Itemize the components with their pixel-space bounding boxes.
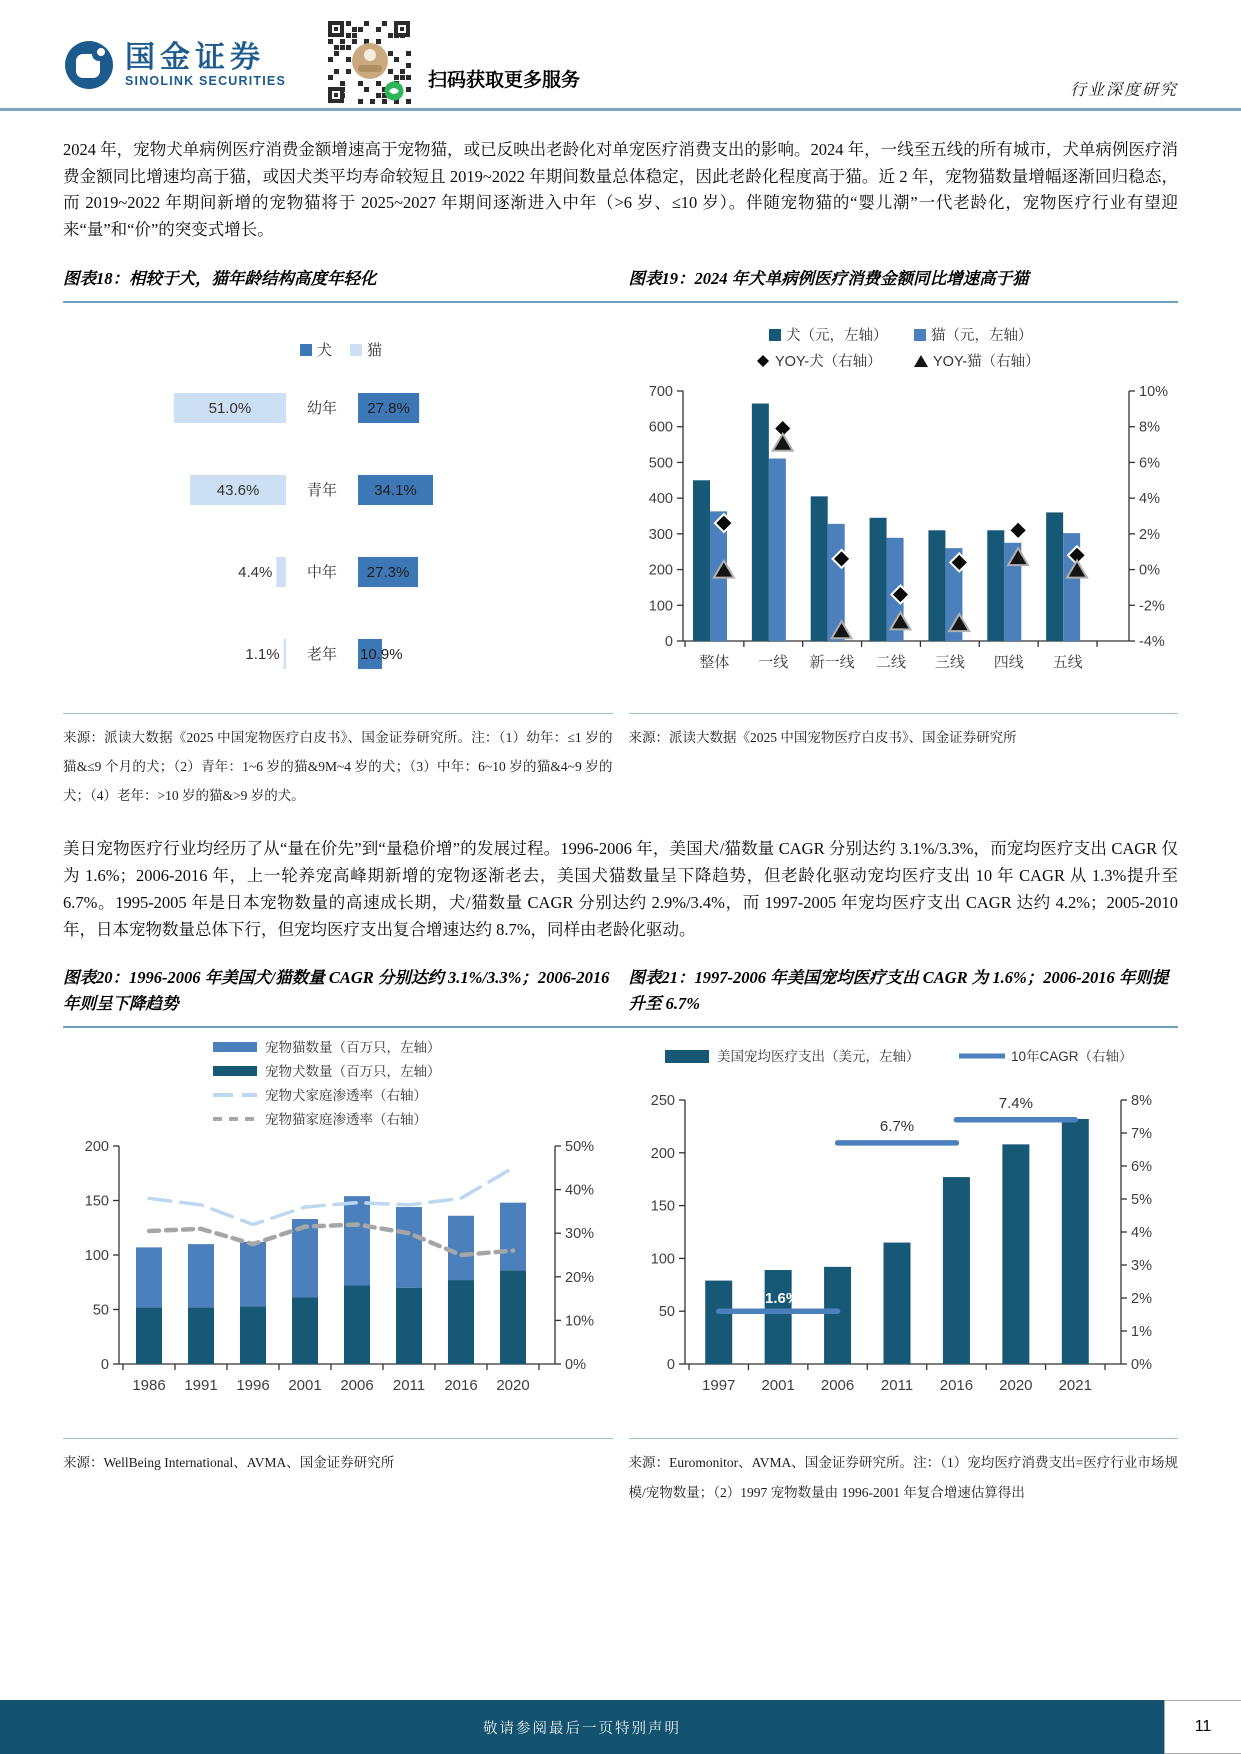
svg-text:五线: 五线 (1052, 654, 1083, 672)
figure-18 (63, 309, 613, 810)
svg-text:6%: 6% (1130, 1159, 1152, 1176)
svg-text:1997: 1997 (701, 1377, 735, 1395)
svg-text:2020: 2020 (496, 1377, 530, 1395)
figure-row-2 (63, 1034, 1178, 1508)
svg-text:6%: 6% (1138, 455, 1160, 472)
svg-text:5%: 5% (1130, 1192, 1152, 1209)
svg-text:4%: 4% (1138, 491, 1160, 508)
svg-text:2011: 2011 (392, 1377, 426, 1395)
svg-text:2006: 2006 (340, 1377, 374, 1395)
page-footer (0, 1700, 1241, 1754)
svg-text:34.1%: 34.1% (374, 482, 417, 500)
svg-text:43.6%: 43.6% (216, 482, 260, 500)
page-header (0, 0, 1241, 111)
svg-text:30%: 30% (565, 1226, 595, 1243)
svg-text:幼年: 幼年 (306, 400, 338, 418)
svg-text:20%: 20% (565, 1270, 595, 1287)
svg-text:4.4%: 4.4% (238, 564, 273, 582)
svg-text:50%: 50% (565, 1139, 595, 1156)
svg-text:宠物猫数量（百万只，左轴）: 宠物猫数量（百万只，左轴） (265, 1040, 441, 1056)
figure-18-source: 来源：派读大数据《2025 中国宠物医疗白皮书》、国金证券研究所。注：（1）幼年：≤1 岁的猫&≤9 个月的犬；（2）青年：1~6 岁的猫&9M~4 岁的犬；（3）中年：6~10 岁的猫&4~9 岁的犬；（4）老年：>10 岁的猫&>9 岁的犬。 (63, 713, 613, 810)
svg-text:2011: 2011 (880, 1377, 913, 1395)
svg-text:宠物犬家庭渗透率（右轴）: 宠物犬家庭渗透率（右轴） (265, 1088, 427, 1104)
svg-text:27.8%: 27.8% (367, 400, 410, 418)
figure-20 (63, 1034, 613, 1508)
svg-text:100: 100 (84, 1248, 109, 1265)
svg-text:700: 700 (648, 384, 673, 401)
figure-21-chart (629, 1034, 1184, 1434)
svg-text:2%: 2% (1138, 527, 1160, 544)
sinolink-logo (63, 39, 286, 91)
svg-text:YOY-猫（右轴）: YOY-猫（右轴） (932, 354, 1040, 371)
svg-text:250: 250 (650, 1093, 675, 1110)
svg-text:50: 50 (92, 1302, 109, 1319)
svg-text:7%: 7% (1130, 1126, 1152, 1143)
svg-text:10%: 10% (1138, 384, 1168, 401)
svg-text:整体: 整体 (698, 654, 729, 672)
svg-text:150: 150 (84, 1193, 109, 1210)
svg-text:宠物犬数量（百万只，左轴）: 宠物犬数量（百万只，左轴） (265, 1064, 441, 1080)
svg-text:宠物猫家庭渗透率（右轴）: 宠物猫家庭渗透率（右轴） (265, 1112, 427, 1128)
sinolink-logo-icon (63, 39, 115, 91)
brand-name-cn: 国金证券 (125, 41, 265, 75)
svg-text:猫（元，左轴）: 猫（元，左轴） (930, 328, 1032, 345)
svg-text:0: 0 (100, 1357, 109, 1374)
svg-text:2%: 2% (1130, 1291, 1152, 1308)
svg-text:0: 0 (666, 1357, 675, 1374)
page-number: 11 (1164, 1700, 1241, 1754)
qr-caption-label: 扫码获取更多服务 (428, 70, 581, 91)
svg-text:YOY-犬（右轴）: YOY-犬（右轴） (774, 354, 882, 371)
svg-text:1%: 1% (1130, 1324, 1152, 1341)
svg-text:二线: 二线 (875, 654, 906, 672)
figure-18-title: 图表18：相较于犬，猫年龄结构高度年轻化 (63, 268, 377, 288)
svg-text:四线: 四线 (993, 654, 1024, 672)
figure-21 (629, 1034, 1179, 1508)
svg-text:-4%: -4% (1138, 634, 1165, 651)
figure-19-chart (629, 309, 1184, 709)
svg-text:0%: 0% (565, 1357, 586, 1374)
svg-text:1991: 1991 (184, 1377, 218, 1395)
svg-text:150: 150 (650, 1199, 675, 1216)
svg-text:三线: 三线 (934, 654, 965, 672)
svg-text:3%: 3% (1130, 1258, 1152, 1275)
svg-text:老年: 老年 (306, 646, 338, 664)
svg-text:0%: 0% (1138, 563, 1160, 580)
paragraph-2: 美日宠物医疗行业均经历了从“量在价先”到“量稳价增”的发展过程。1996-2006 年，美国犬/猫数量 CAGR 分别达约 3.1%/3.3%，而宠均医疗支出 CAGR 仅为 1.6%；2006-2016 年，上一轮养宠高峰期新增的宠物逐渐老去，美国犬猫数量呈下降趋势，但老龄化驱动宠均医疗支出 10 年 CAGR 从 1.3%提升至 6.7%。1995-2005 年是日本宠物数量的高速成长期，犬/猫数量 CAGR 分别达约 2.9%/3.4%，而 1997-2005 年宠均医疗支出 CAGR 达约 4.2%；2005-2010 年，日本宠物数量总体下行，但宠均医疗支出复合增速达约 8.7%，同样由老龄化驱动。 (63, 839, 1178, 939)
svg-text:1.6%: 1.6% (764, 1290, 799, 1308)
svg-text:2001: 2001 (760, 1377, 795, 1395)
figure-21-source: 来源：Euromonitor、AVMA、国金证券研究所。注：（1）宠均医疗消费支出=医疗行业市场规模/宠物数量；（2）1997 宠物数量由 1996-2001 年复合增速估算得出 (629, 1438, 1179, 1508)
svg-text:10.9%: 10.9% (360, 646, 403, 664)
svg-text:50: 50 (658, 1304, 675, 1321)
svg-text:一线: 一线 (757, 654, 788, 672)
svg-text:100: 100 (648, 598, 673, 615)
svg-text:2020: 2020 (998, 1377, 1033, 1395)
svg-text:6.7%: 6.7% (879, 1118, 914, 1136)
qr-code (328, 21, 412, 110)
svg-text:8%: 8% (1138, 420, 1160, 437)
svg-text:2021: 2021 (1058, 1377, 1092, 1395)
paragraph-1: 2024 年，宠物犬单病例医疗消费金额增速高于宠物猫，或已反映出老龄化对单宠医疗消费支出的影响。2024 年，一线至五线的所有城市，犬单病例医疗消费金额同比增速均高于猫，或因犬类平均寿命较短且 2019~2022 年期间数量总体稳定，因此老龄化程度高于猫。近 2 年，宠物猫数量增幅逐渐回归稳态，而 2019~2022 年期间新增的宠物猫将于 2025~2027 年期间逐渐进入中年（>6 岁、≤10 岁）。伴随宠物猫的“婴儿潮”一代老龄化，宠物医疗行业有望迎来“量”和“价”的突变式增长。 (63, 140, 1178, 240)
svg-text:10年CAGR（右轴）: 10年CAGR（右轴） (1010, 1049, 1133, 1065)
svg-text:0: 0 (664, 634, 673, 651)
svg-text:600: 600 (648, 420, 673, 437)
figure-18-chart (63, 309, 618, 709)
svg-text:10%: 10% (565, 1313, 595, 1330)
footer-disclaimer-bar (0, 1700, 1164, 1754)
svg-text:1986: 1986 (132, 1377, 166, 1395)
svg-text:青年: 青年 (306, 482, 338, 500)
svg-text:4%: 4% (1130, 1225, 1152, 1242)
logo-text (125, 42, 286, 88)
figure-titles-row-1 (63, 266, 1178, 304)
figure-21-title: 图表21：1997-2006 年美国宠均医疗支出 CAGR 为 1.6%；2006-2016 年则提升至 6.7% (628, 968, 1169, 1013)
svg-text:美国宠均医疗支出（美元，左轴）: 美国宠均医疗支出（美元，左轴） (716, 1049, 919, 1065)
figure-19 (629, 309, 1179, 810)
figure-20-chart (63, 1034, 618, 1434)
svg-text:猫: 猫 (367, 342, 383, 360)
svg-text:犬（元，左轴）: 犬（元，左轴） (785, 328, 887, 345)
figure-19-title: 图表19：2024 年犬单病例医疗消费金额同比增速高于猫 (628, 268, 1029, 288)
svg-text:2016: 2016 (444, 1377, 478, 1395)
svg-text:8%: 8% (1130, 1093, 1152, 1110)
svg-text:27.3%: 27.3% (366, 564, 410, 582)
figure-row-1 (63, 309, 1178, 810)
svg-text:2006: 2006 (820, 1377, 854, 1395)
svg-text:200: 200 (84, 1139, 109, 1156)
svg-text:-2%: -2% (1138, 598, 1165, 615)
page-content (0, 137, 1241, 1508)
svg-text:新一线: 新一线 (809, 654, 855, 672)
svg-text:犬: 犬 (317, 342, 333, 360)
svg-text:1.1%: 1.1% (245, 646, 280, 664)
svg-text:200: 200 (650, 1146, 675, 1163)
svg-text:1996: 1996 (236, 1377, 270, 1395)
figure-19-source: 来源：派读大数据《2025 中国宠物医疗白皮书》、国金证券研究所 (629, 713, 1179, 783)
figure-20-source: 来源：WellBeing International、AVMA、国金证券研究所 (63, 1438, 613, 1508)
figure-20-title: 图表20：1996-2006 年美国犬/猫数量 CAGR 分别达约 3.1%/3.3%；2006-2016 年则呈下降趋势 (63, 968, 610, 1013)
svg-text:0%: 0% (1130, 1357, 1152, 1374)
svg-text:400: 400 (648, 491, 673, 508)
svg-text:51.0%: 51.0% (208, 400, 252, 418)
svg-text:100: 100 (650, 1251, 675, 1268)
svg-text:300: 300 (648, 527, 673, 544)
figure-titles-row-2 (63, 965, 1178, 1028)
svg-text:2016: 2016 (939, 1377, 973, 1395)
svg-text:500: 500 (648, 455, 673, 472)
brand-name-en: SINOLINK SECURITIES (125, 73, 287, 88)
footer-disclaimer: 敬请参阅最后一页特别声明 (483, 1720, 681, 1737)
svg-text:40%: 40% (565, 1183, 595, 1200)
report-type-label: 行业深度研究 (1069, 82, 1178, 99)
svg-text:7.4%: 7.4% (998, 1095, 1033, 1113)
svg-text:2001: 2001 (288, 1377, 322, 1395)
svg-text:中年: 中年 (306, 564, 338, 582)
svg-text:200: 200 (648, 563, 673, 580)
